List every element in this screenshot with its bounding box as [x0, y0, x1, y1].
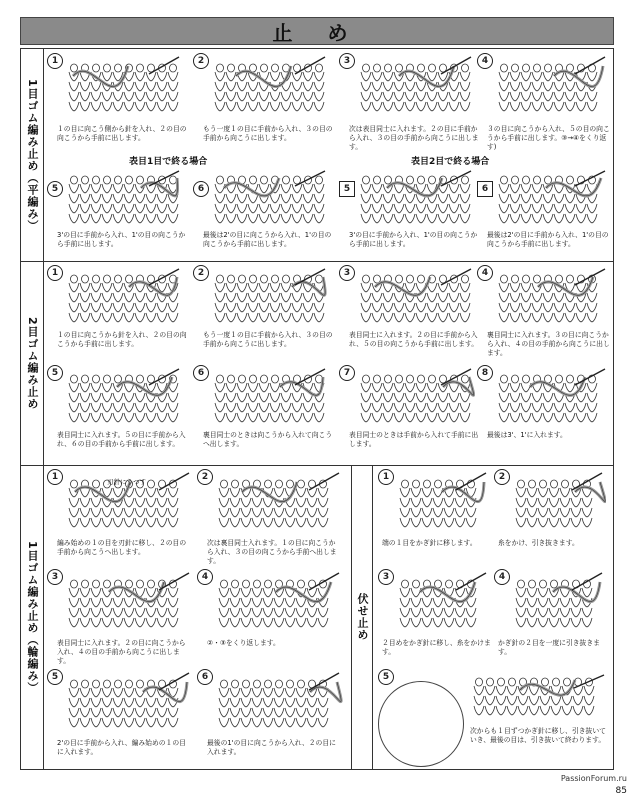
- step-caption: 次からも１目ずつかぎ針に移し、引き抜いていき、最後の目は、引き抜いて終わります。: [470, 727, 606, 744]
- step-number: 3: [339, 53, 355, 69]
- step-caption: 端の１目をかぎ針に移します。: [382, 539, 477, 547]
- step: [339, 53, 479, 153]
- section-title: 2目ゴム編み止め: [26, 316, 39, 410]
- step-caption: 次は裏目同士入れます。１の目に向こうから入れ、３の目の向こうから手前へ出します。: [207, 539, 337, 565]
- step-caption: 最後は3'、1'に入れます。: [487, 431, 567, 439]
- step-number: 4: [197, 569, 213, 585]
- knitting-illustration: [355, 367, 475, 429]
- page-number: 85: [615, 786, 627, 796]
- step-number: 6: [193, 365, 209, 381]
- step-number: 2: [193, 53, 209, 69]
- step: [378, 569, 494, 667]
- knitting-illustration: [355, 267, 475, 329]
- step-number: 5: [47, 181, 63, 197]
- step-caption: １の目に向こうから針を入れ、２の目の向こうから手前に出します。: [57, 331, 187, 348]
- step-caption: １の目に向こう側から針を入れ、２の目の向こうから手前に出します。: [57, 125, 187, 142]
- step-number: 3: [378, 569, 394, 585]
- subheading-ends-one: 表目1目で終る場合: [129, 157, 208, 167]
- step-number: 2: [197, 469, 213, 485]
- section-1x1-rib-flat: [21, 49, 613, 262]
- knitting-illustration: [63, 571, 193, 637]
- step-number: 2: [494, 469, 510, 485]
- step-caption: 裏目同士に入れます。３の目に向こうから入れ、４の目の手前から向こうに出します。: [487, 331, 610, 357]
- knitting-illustration: [493, 267, 609, 329]
- step: [47, 469, 197, 567]
- step-caption: 表目同士に入れます。５の目に手前から入れ、６の目の手前から手前に出します。: [57, 431, 186, 448]
- step: [378, 669, 610, 767]
- step: [193, 365, 333, 461]
- title-bar: [20, 17, 614, 45]
- step: [339, 167, 479, 259]
- section-label: [352, 465, 373, 769]
- step-number: 7: [339, 365, 355, 381]
- section-label: [21, 465, 44, 769]
- step: [477, 265, 613, 361]
- step-number: 2: [193, 265, 209, 281]
- step: [378, 469, 494, 567]
- step: [339, 365, 479, 461]
- step-number: 5: [339, 181, 355, 197]
- section-title: 1目ゴム編み止め（輪編み）: [26, 540, 39, 694]
- step-number: 4: [494, 569, 510, 585]
- step-caption: ３の目に向こうから入れ、５の目の向こうから手前に出します。③→④をくり返す): [487, 125, 610, 151]
- knitting-illustration: [209, 367, 329, 429]
- knitting-illustration: [493, 169, 609, 229]
- step-caption: 3'の目に手前から入れ、1'の目の向こうから手前に出します。: [57, 231, 186, 248]
- needle-note: 刃針にうつす: [107, 478, 146, 486]
- step-number: 1: [47, 265, 63, 281]
- step-caption: ②・③をくり返します。: [207, 639, 280, 647]
- step: [477, 53, 613, 153]
- step: [197, 569, 347, 667]
- knitting-illustration: [213, 571, 343, 637]
- step-caption: 最後は2'の目に手前から入れ、1'の目の向こうから手前に出します。: [487, 231, 609, 248]
- step: [494, 469, 610, 567]
- knitting-illustration: [510, 471, 606, 537]
- step-number: 1: [378, 469, 394, 485]
- section-1x1-rib-round: [21, 465, 351, 769]
- step: [193, 53, 333, 153]
- page-title: 止 め: [272, 20, 362, 45]
- step: [47, 669, 197, 767]
- section-label: [21, 261, 44, 465]
- step-caption: 裏目同士のときは向こうから入れて向こうへ出します。: [203, 431, 333, 448]
- step: [197, 669, 347, 767]
- section-title: 伏せ止め: [356, 593, 369, 641]
- step-caption: 最後は2'の目に向こうから入れ、1'の目の向こうから手前に出します。: [203, 231, 332, 248]
- step: [47, 265, 187, 361]
- step-number: 4: [477, 265, 493, 281]
- step-caption: 3'の目に手前から入れ、1'の目の向こうから手前に出します。: [349, 231, 478, 248]
- magnified-detail-circle: [378, 681, 464, 767]
- knitting-illustration: [63, 267, 183, 329]
- step-caption: もう一度１の目に手前から入れ、３の目の手前から向こうに出します。: [203, 125, 333, 142]
- site-watermark: PassionForum.ru: [560, 774, 627, 783]
- step-number: 3: [339, 265, 355, 281]
- step: [47, 53, 187, 153]
- step-caption: 糸をかけ、引き抜きます。: [498, 539, 579, 547]
- step: [47, 167, 187, 259]
- subheading-ends-two: 表目2目で終る場合: [411, 157, 490, 167]
- knitting-illustration: [394, 471, 490, 537]
- step: [477, 365, 613, 461]
- page-frame: [20, 48, 614, 770]
- step-caption: 表目同士に入れます。２の目に向こうから入れ、４の目の手前から向こうに出します。: [57, 639, 186, 665]
- knitting-illustration: [209, 169, 329, 229]
- step-caption: 編み始めの１の目を刃針に移し、２の目の手前から向こうへ出します。: [57, 539, 187, 556]
- knitting-illustration: [394, 571, 490, 637]
- step-caption: 2'の目に手前から入れ、編み始めの１の目に入れます。: [57, 739, 186, 756]
- step-number: 5: [47, 669, 63, 685]
- step-number: 1: [47, 53, 63, 69]
- section-title: 1目ゴム編み止め（平編み）: [26, 78, 39, 232]
- knitting-illustration: [493, 367, 609, 429]
- knitting-illustration: [209, 267, 329, 329]
- step: [339, 265, 479, 361]
- step-caption: もう一度１の目に手前から入れ、３の目の手前から向こうに出します。: [203, 331, 333, 348]
- step: [197, 469, 347, 567]
- section-label: [21, 49, 44, 261]
- knitting-illustration: [63, 169, 183, 229]
- step-number: 5: [47, 365, 63, 381]
- step: [193, 167, 333, 259]
- section-bind-off: [352, 465, 613, 769]
- knitting-illustration: [493, 55, 609, 123]
- knitting-illustration: [63, 671, 193, 737]
- knitting-illustration: [355, 55, 475, 123]
- knitting-illustration: [63, 55, 183, 123]
- step-caption: 最後の1'の目に向こうから入れ、２の目に入れます。: [207, 739, 336, 756]
- step: [47, 569, 197, 667]
- knitting-illustration: [209, 55, 329, 123]
- step-caption: ２目めをかぎ針に移し、糸をかけます。: [382, 639, 491, 656]
- knitting-illustration: [355, 169, 475, 229]
- step-number: 8: [477, 365, 493, 381]
- knitting-illustration: [63, 367, 183, 429]
- step-number: 4: [477, 53, 493, 69]
- step-caption: 次は表目同士に入れます。２の目に手前から入れ、３の目の手前から向こうに出します。: [349, 125, 479, 151]
- step: [477, 167, 613, 259]
- knitting-illustration: [510, 571, 606, 637]
- knitting-illustration: [213, 671, 343, 737]
- step: [193, 265, 333, 361]
- step-number: 5: [378, 669, 394, 685]
- step-number: 6: [477, 181, 493, 197]
- step-caption: 表目同士のときは手前から入れて手前に出します。: [349, 431, 479, 448]
- step-caption: かぎ針の２目を一度に引き抜きます。: [498, 639, 600, 656]
- step-caption: 表目同士に入れます。２の目に手前から入れ、５の目の向こうから手前に出します。: [349, 331, 479, 348]
- step-number: 6: [197, 669, 213, 685]
- step-number: 1: [47, 469, 63, 485]
- step: [47, 365, 187, 461]
- knitting-illustration: [468, 673, 608, 725]
- step-number: 3: [47, 569, 63, 585]
- step-number: 6: [193, 181, 209, 197]
- knitting-illustration: [213, 471, 343, 537]
- section-2x2-rib: [21, 261, 613, 466]
- step: [494, 569, 610, 667]
